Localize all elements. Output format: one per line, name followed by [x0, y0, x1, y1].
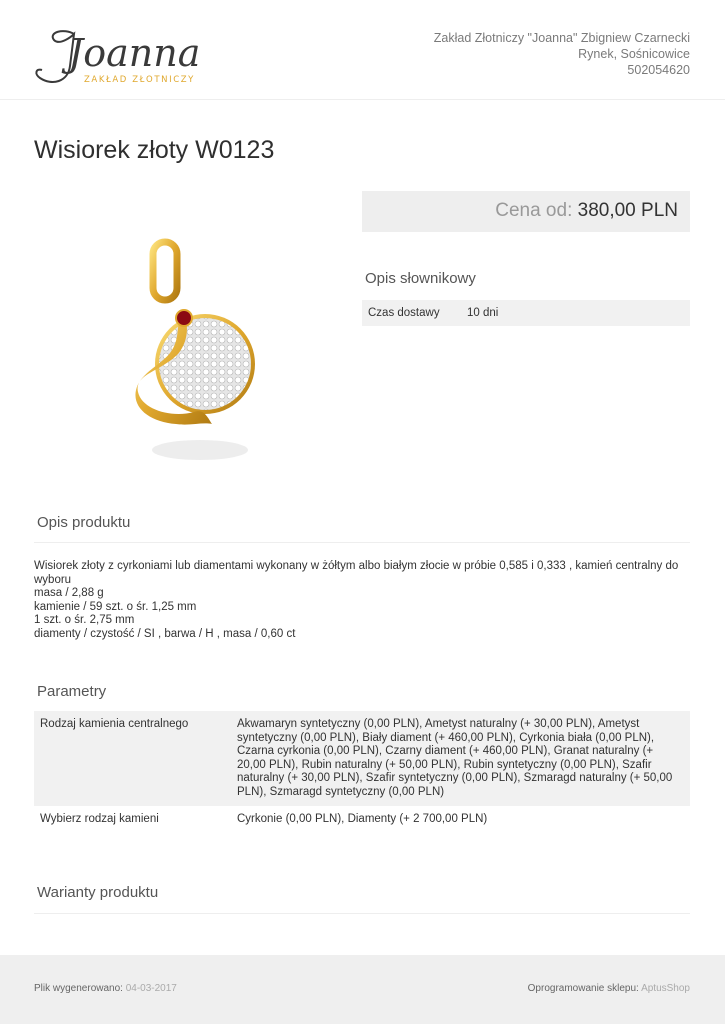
- price-value: 380,00 PLN: [577, 200, 678, 221]
- parameter-key: Wybierz rodzaj kamieni: [40, 812, 159, 825]
- dictionary-row: [362, 300, 690, 326]
- product-image: [90, 232, 290, 482]
- price-box: [362, 191, 690, 232]
- company-logo: [34, 26, 206, 88]
- parameters-title: Parametry: [37, 683, 107, 700]
- logo-script-text: Joanna: [68, 31, 201, 75]
- product-title: Wisiorek złoty W0123: [34, 136, 275, 164]
- page-footer: [0, 955, 725, 1024]
- variants-title: Warianty produktu: [37, 884, 159, 901]
- software-link[interactable]: AptusShop: [641, 983, 690, 994]
- price-label: Cena od:: [495, 200, 573, 221]
- parameter-value: Cyrkonie (0,00 PLN), Diamenty (+ 2 700,00 PLN): [237, 812, 488, 825]
- dictionary-value: 10 dni: [467, 307, 499, 319]
- page-header: [0, 0, 725, 100]
- generated-info: [34, 983, 177, 994]
- dictionary-key: Czas dostawy: [368, 307, 440, 319]
- parameter-value: Akwamaryn syntetyczny (0,00 PLN), Ametyst naturalny (+ 30,00 PLN), Ametyst syntetyczny (0,00 PLN), Biały diament (+ 460,00 PLN), Cyrkonia biała (0,00 PLN), Czarna cyrkonia (0,00 PLN), Czarny diament (+ 460,00 PLN), Granat naturalny (+ 20,00 PLN), Rubin naturalny (+ 50,00 PLN), Rubin syntetyczny (0,00 PLN), Szafir naturalny (+ 30,00 PLN), Szafir syntetyczny (0,00 PLN), Szmaragd naturalny (+ 50,00 PLN), Szmaragd syntetyczny (0,00 PLN): [237, 718, 673, 798]
- logo-tagline: ZAKŁAD ZŁOTNICZY: [84, 75, 195, 85]
- shop-address: Rynek, Sośnicowice: [578, 47, 690, 61]
- parameter-row: [34, 711, 690, 806]
- section-divider: [34, 542, 690, 543]
- description-title: Opis produktu: [37, 514, 131, 531]
- generated-date: 04-03-2017: [125, 983, 177, 994]
- parameter-row: [34, 806, 690, 833]
- description-text: Wisiorek złoty z cyrkoniami lub diamentami wykonany w żółtym albo białym złocie w próbie 0,585 i 0,333 , kamień centralny do wyboru masa / 2,88 g kamienie / 59 szt. o śr. 1,25 mm 1 szt. o śr. 2,75 mm diamenty / czystość / SI , barwa / H , masa / 0,60 ct: [34, 560, 679, 640]
- shop-info: [434, 30, 690, 78]
- software-label: Oprogramowanie sklepu:: [527, 983, 639, 994]
- dictionary-title: Opis słownikowy: [365, 270, 476, 287]
- section-divider: [34, 913, 690, 914]
- shop-phone: 502054620: [627, 63, 690, 77]
- parameters-table: [34, 711, 690, 832]
- shop-name: Zakład Złotniczy "Joanna" Zbigniew Czarnecki: [433, 31, 690, 45]
- software-info: [528, 983, 690, 994]
- parameter-key: Rodzaj kamienia centralnego: [40, 718, 189, 730]
- generated-label: Plik wygenerowano:: [34, 983, 123, 994]
